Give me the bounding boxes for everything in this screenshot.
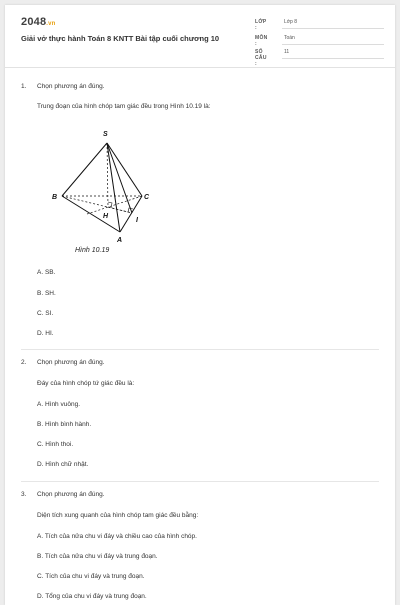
answer-option[interactable]: D. HI. [37,330,54,337]
question-prompt: Trung đoạn của hình chóp tam giác đều trong Hình 10.19 là: [37,103,211,110]
question-instruction: Chọn phương án đúng. [37,491,105,498]
meta-label: SỐ CÂU : [255,49,267,67]
edge-ca [120,196,142,232]
answer-option[interactable]: D. Tổng của chu vi đáy và trung đoạn. [37,593,147,600]
answer-option[interactable]: B. Hình bình hành. [37,421,92,428]
question-prompt: Diện tích xung quanh của hình chóp tam giác đều bằng: [37,512,199,519]
answer-option[interactable]: B. SH. [37,290,56,297]
meta-value: 11 [284,49,290,55]
question-instruction: Chọn phương án đúng. [37,83,105,90]
site-logo[interactable] [21,16,56,28]
answer-option[interactable]: C. SI. [37,310,54,317]
answer-option[interactable]: C. Hình thoi. [37,441,74,448]
document-page [5,5,395,605]
question-number: 2. [21,359,27,366]
answer-option[interactable]: D. Hình chữ nhật. [37,461,89,468]
logo-suffix: .vn [46,21,56,27]
question-divider [21,349,379,350]
edge-ba [62,196,120,232]
edge-sc [107,143,142,196]
meta-value: Lớp 8 [284,19,298,25]
question-number: 3. [21,491,27,498]
answer-option[interactable]: A. Tích của nửa chu vi đáy và chiều cao của hình chóp. [37,533,197,540]
label-s: S [103,131,108,138]
meta-value: Toán [284,35,295,41]
document-header [5,5,395,68]
question-divider [21,481,379,482]
edge-sa [107,143,120,232]
question-number: 1. [21,83,27,90]
meta-underline [282,28,384,29]
question-prompt: Đáy của hình chóp tứ giác đều là: [37,380,135,387]
answer-option[interactable]: A. SB. [37,269,56,276]
segment-sh [107,143,108,207]
label-a: A [117,237,123,244]
median-c [87,196,142,214]
label-b: B [52,194,58,201]
pyramid-figure [43,125,163,250]
meta-underline [282,58,384,59]
label-c: C [144,194,150,201]
answer-option[interactable]: C. Tích của chu vi đáy và trung đoạn. [37,573,145,580]
answer-option[interactable]: A. Hình vuông. [37,401,80,408]
meta-label: LỚP : [255,19,267,31]
meta-underline [282,44,384,45]
edge-sb [62,143,107,196]
meta-label: MÔN : [255,35,268,47]
label-i: I [136,217,138,224]
label-h: H [103,213,109,220]
figure-caption: Hình 10.19 [75,247,110,254]
logo-text: 2048 [21,16,47,28]
answer-option[interactable]: B. Tích của nửa chu vi đáy và trung đoạn. [37,553,158,560]
question-instruction: Chọn phương án đúng. [37,359,105,366]
document-title: Giải vở thực hành Toán 8 KNTT Bài tập cuối chương 10 [21,34,220,43]
